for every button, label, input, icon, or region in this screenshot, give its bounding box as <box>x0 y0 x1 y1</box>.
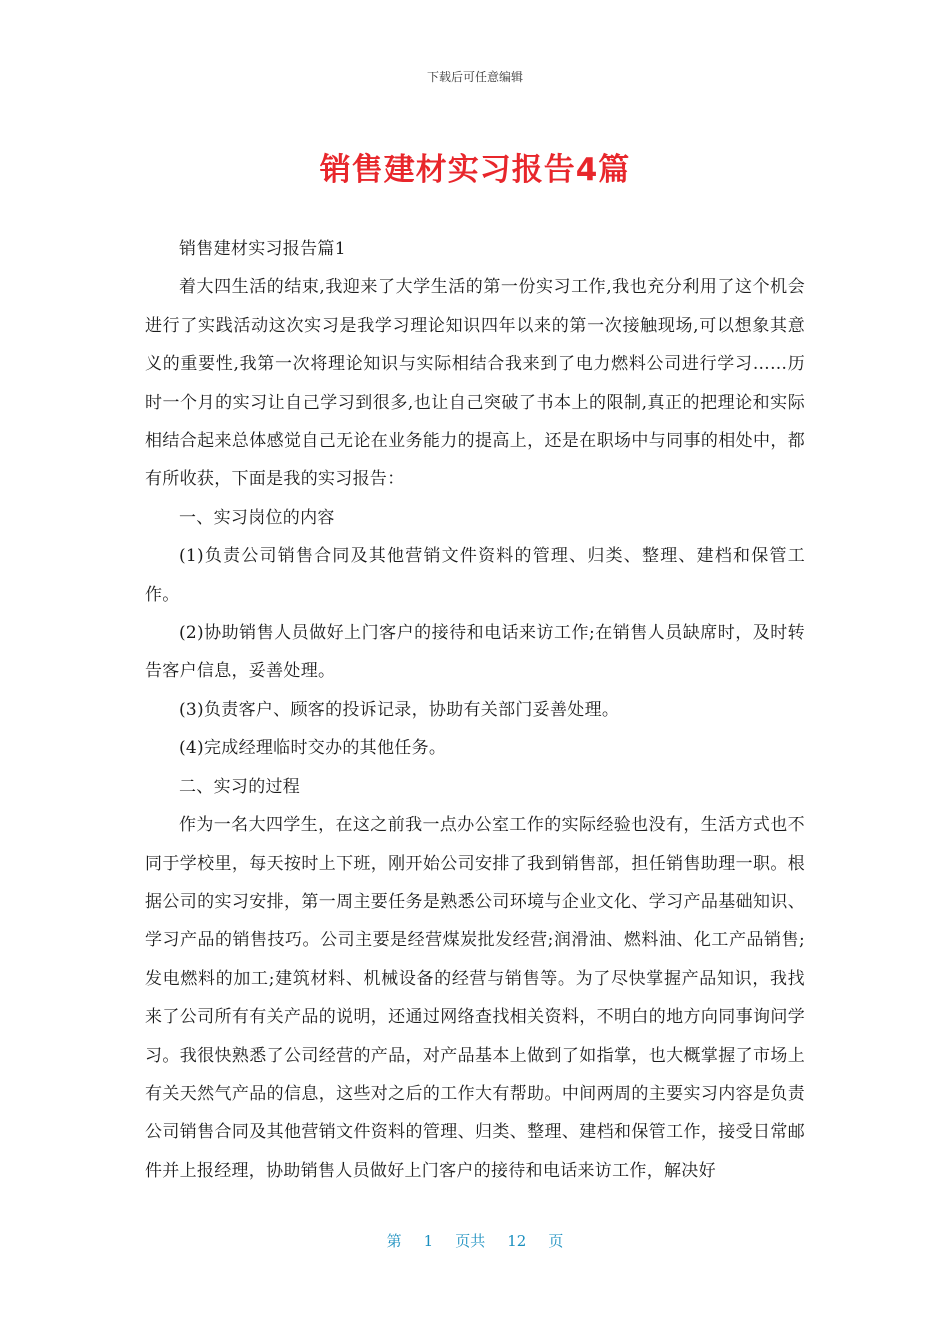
document-body <box>145 230 805 1190</box>
section-heading: 一、实习岗位的内容 <box>179 507 335 528</box>
section-heading: 销售建材实习报告篇1 <box>179 239 346 259</box>
list-item: (4)完成经理临时交办的其他任务。 <box>179 738 447 759</box>
footer-ye: 页 <box>548 1232 564 1250</box>
page-title: 销售建材实习报告4篇 <box>319 152 631 188</box>
list-item: (3)负责客户、顾客的投诉记录，协助有关部门妥善处理。 <box>179 699 620 720</box>
page-footer <box>0 1230 950 1251</box>
header-note: 下载后可任意编辑 <box>426 70 523 84</box>
footer-total-pages: 12 <box>507 1232 527 1250</box>
section-heading: 二、实习的过程 <box>179 776 301 797</box>
footer-page-number: 1 <box>423 1232 434 1250</box>
footer-ye-gong: 页共 <box>455 1232 486 1250</box>
list-item: (1)负责公司销售合同及其他营销文件资料的管理、归类、整理、建档和保管工作。 <box>145 546 805 605</box>
paragraph: 着大四生活的结束,我迎来了大学生活的第一份实习工作,我也充分利用了这个机会进行了实践活动这次实习是我学习理论知识四年以来的第一次接触现场,可以想象其意义的重要性,我第一次将理论知识与实际相结合我来到了电力燃料公司进行学习……历时一个月的实习让自己学习到很多,也让自己突破了书本上的限制,真正的把理论和实际相结合起来总体感觉自己无论在业务能力的提高上，还是在职场中与同事的相处中，都有所收获，下面是我的实习报告： <box>145 277 805 490</box>
footer-di: 第 <box>386 1232 402 1250</box>
list-item: (2)协助销售人员做好上门客户的接待和电话来访工作;在销售人员缺席时，及时转告客户信息，妥善处理。 <box>145 623 805 682</box>
paragraph: 作为一名大四学生，在这之前我一点办公室工作的实际经验也没有，生活方式也不同于学校里，每天按时上下班，刚开始公司安排了我到销售部，担任销售助理一职。根据公司的实习安排，第一周主要任务是熟悉公司环境与企业文化、学习产品基础知识、学习产品的销售技巧。公司主要是经营煤炭批发经营;润滑油、燃料油、化工产品销售;发电燃料的加工;建筑材料、机械设备的经营与销售等。为了尽快掌握产品知识，我找来了公司所有有关产品的说明，还通过网络查找相关资料，不明白的地方向同事询问学习。我很快熟悉了公司经营的产品，对产品基本上做到了如指掌，也大概掌握了市场上有关天然气产品的信息，这些对之后的工作大有帮助。中间两周的主要实习内容是负责公司销售合同及其他营销文件资料的管理、归类、整理、建档和保管工作，接受日常邮件并上报经理，协助销售人员做好上门客户的接待和电话来访工作，解决好 <box>145 815 805 1181</box>
